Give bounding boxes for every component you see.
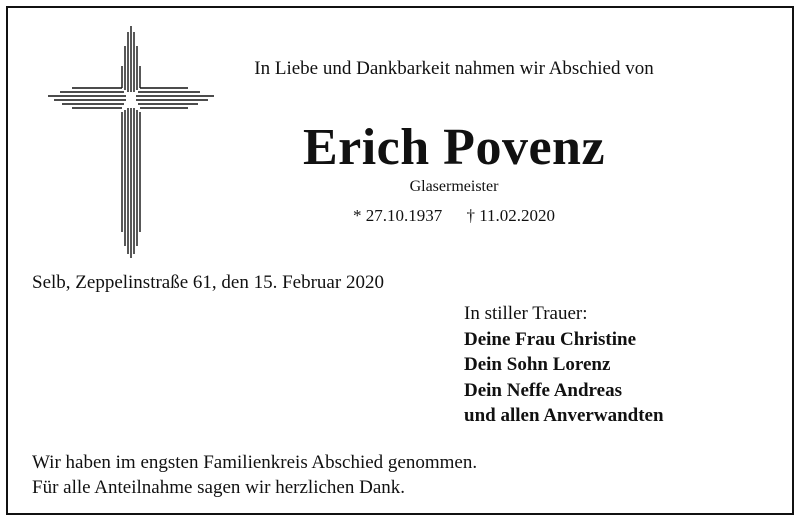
mourner-line: Dein Neffe Andreas — [464, 379, 622, 401]
closing-text — [32, 450, 477, 500]
birth-date: * 27.10.1937 — [352, 206, 443, 225]
profession: Glasermeister — [409, 178, 499, 195]
mourning-heading: In stiller Trauer: — [464, 303, 588, 324]
mourner-line: Dein Sohn Lorenz — [464, 354, 611, 375]
mourner-line: Deine Frau Christine — [464, 328, 637, 350]
closing-line: Wir haben im engsten Familienkreis Abschied genommen. — [32, 452, 478, 473]
cross-icon — [48, 26, 214, 258]
place-and-date: Selb, Zeppelinstraße 61, den 15. Februar 2020 — [32, 272, 384, 293]
mourners-block — [464, 301, 664, 429]
deceased-name: Erich Povenz — [302, 119, 606, 176]
closing-line: Für alle Anteilnahme sagen wir herzlichen Dank. — [32, 477, 406, 498]
life-dates — [216, 206, 692, 226]
mourner-line: und allen Anverwandten — [464, 405, 664, 426]
intro-text: In Liebe und Dankbarkeit nahmen wir Abschied von — [254, 58, 654, 79]
death-date: † 11.02.2020 — [466, 206, 556, 225]
